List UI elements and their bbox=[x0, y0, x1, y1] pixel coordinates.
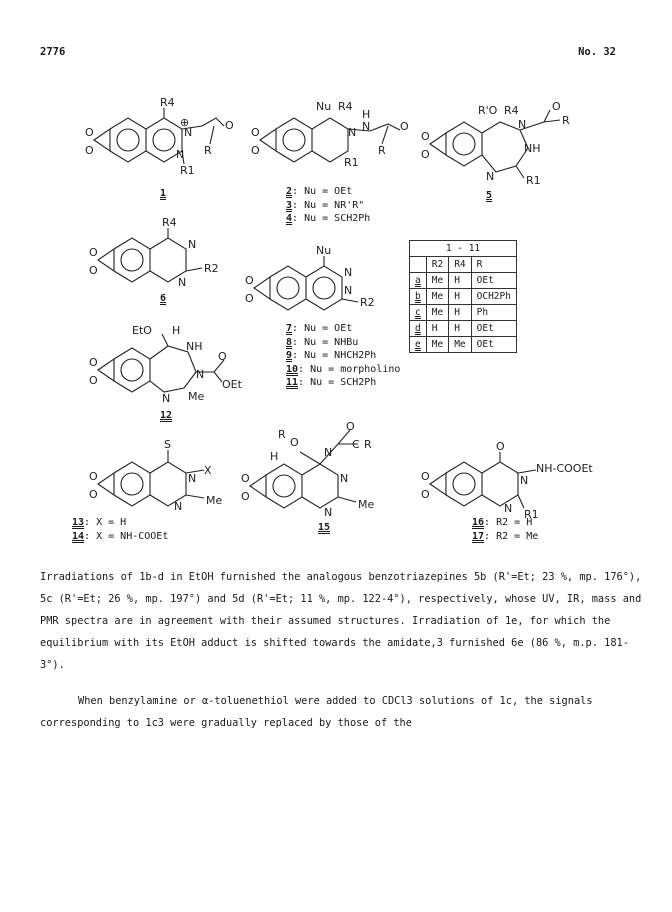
o-label: O bbox=[241, 490, 250, 503]
r-label: R bbox=[364, 438, 372, 451]
o-label: O bbox=[89, 374, 98, 387]
label-compound-6: 6 bbox=[160, 293, 167, 304]
compound-9-line: 9: Nu = NHCH2Ph bbox=[286, 350, 377, 361]
o-label: O bbox=[421, 148, 430, 161]
structure-compound-13-14 bbox=[88, 436, 238, 516]
o-label: O bbox=[346, 420, 355, 433]
c-label: C bbox=[352, 438, 360, 451]
compound-11-line: 11: Nu = SCH2Ph bbox=[286, 377, 377, 388]
o-label: O bbox=[251, 144, 260, 157]
n-label: N bbox=[340, 472, 349, 485]
n-label: N bbox=[348, 126, 357, 139]
o-label: O bbox=[290, 436, 299, 449]
o-label: O bbox=[225, 119, 234, 132]
compound-17-line: 17: R2 = Me bbox=[472, 530, 539, 542]
n-label: N bbox=[174, 500, 183, 513]
body-text bbox=[40, 566, 646, 734]
table-header: R4 bbox=[449, 257, 471, 273]
eto-label: EtO bbox=[132, 324, 152, 337]
oet-label: OEt bbox=[222, 378, 242, 391]
structure-compound-12 bbox=[88, 320, 248, 412]
compound-8-line: 8: Nu = NHBu bbox=[286, 336, 359, 348]
ro-label: R'O bbox=[478, 104, 498, 117]
n-label: N bbox=[518, 118, 527, 131]
n-label: N bbox=[504, 502, 513, 515]
h-label: H bbox=[172, 324, 181, 337]
h-label: H bbox=[270, 450, 279, 463]
s-label: S bbox=[164, 438, 171, 451]
me-label: Me bbox=[206, 494, 223, 507]
compound-3-line: 3: Nu = NR'R" bbox=[286, 199, 365, 211]
compound-list-2-4 bbox=[286, 185, 370, 226]
paragraph-benzylamine: When benzylamine or α-toluenethiol were added to CDCl3 solutions of 1c, the signals corresponding to 1c3 were gradually replaced by those of the bbox=[40, 695, 593, 729]
n-label: N bbox=[162, 392, 171, 405]
compound-16-line: 16: R2 = H bbox=[472, 517, 533, 528]
h-label: H bbox=[362, 108, 371, 121]
n-label: N bbox=[486, 170, 495, 183]
table-row: e Me Me OEt bbox=[410, 337, 517, 353]
compound-list-7-11 bbox=[286, 322, 400, 390]
table-header: R2 bbox=[426, 257, 448, 273]
n-label: N bbox=[178, 276, 187, 289]
o-label: O bbox=[552, 100, 561, 113]
n-label: N bbox=[196, 368, 205, 381]
o-label: O bbox=[89, 356, 98, 369]
structure-compound-1 bbox=[84, 96, 244, 186]
paragraph-irradiations: Irradiations of 1b-d in EtOH furnished the analogous benzotriazepines 5b (R'=Et; 23 %, mp. 176°), 5c (R'=Et; 26 %, mp. 197°) and 5d (R'=Et; 11 %, mp. 122-4°), respectively, whose UV, IR, mass and PMR spectra are in agreement with their assumed structures. Irradiation of 1e, for which the equilibrium with its EtOH adduct is shifted towards the amidate,3 furnished 6e (86 %, m.p. 181-3°). bbox=[40, 571, 642, 671]
nh-label: NH bbox=[524, 142, 541, 155]
o-label: O bbox=[89, 470, 98, 483]
table-header-row bbox=[410, 257, 517, 273]
compound-2-line: 2: Nu = OEt bbox=[286, 186, 353, 197]
table-row: c Me H Ph bbox=[410, 305, 517, 321]
o-label: O bbox=[89, 264, 98, 277]
label-compound-5: 5 bbox=[486, 190, 493, 201]
table-row: a Me H OEt bbox=[410, 273, 517, 289]
n-label: N bbox=[344, 284, 353, 297]
n-label: N bbox=[324, 506, 333, 519]
me-label: Me bbox=[188, 390, 205, 403]
r4-label: R4 bbox=[162, 216, 177, 229]
me-label: Me bbox=[358, 498, 375, 511]
table-title: 1 - 11 bbox=[410, 241, 517, 257]
o-label: O bbox=[245, 274, 254, 287]
table-header: R bbox=[471, 257, 516, 273]
compound-10-line: 10: Nu = morpholino bbox=[286, 363, 401, 375]
r4-label: R4 bbox=[504, 104, 519, 117]
compound-13-line: 13: X = H bbox=[72, 517, 127, 528]
r1-label: R1 bbox=[344, 156, 359, 169]
o-label: O bbox=[89, 488, 98, 501]
structure-compound-5 bbox=[420, 100, 590, 190]
label-compound-12: 12 bbox=[160, 410, 173, 421]
structure-compound-2-4 bbox=[250, 96, 410, 186]
o-label: O bbox=[421, 470, 430, 483]
plus-label: ⊕ bbox=[180, 116, 190, 129]
x-label: X bbox=[204, 464, 212, 477]
o-label: O bbox=[89, 246, 98, 259]
o-label: O bbox=[421, 130, 430, 143]
r1-label: R1 bbox=[180, 164, 195, 177]
substituent-table bbox=[409, 240, 517, 353]
o-label: O bbox=[251, 126, 260, 139]
compound-4-line: 4: Nu = SCH2Ph bbox=[286, 213, 371, 224]
o-label: O bbox=[496, 440, 505, 453]
label-compound-1: 1 bbox=[160, 188, 167, 199]
nhcooet-label: NH-COOEt bbox=[536, 462, 593, 475]
n-label: N bbox=[362, 120, 371, 133]
r2-label: R2 bbox=[204, 262, 219, 275]
structure-compound-7-11 bbox=[244, 244, 384, 324]
structure-compound-6 bbox=[88, 216, 228, 294]
table-row: b Me H OCH2Ph bbox=[410, 289, 517, 305]
o-label: O bbox=[245, 292, 254, 305]
r1-label: R1 bbox=[524, 508, 539, 521]
n-label: N bbox=[324, 446, 333, 459]
nh-label: NH bbox=[186, 340, 203, 353]
o-label: O bbox=[241, 472, 250, 485]
compound-14-line: 14: X = NH-COOEt bbox=[72, 530, 169, 542]
r4-label: R4 bbox=[160, 96, 175, 109]
n-label: N bbox=[188, 238, 197, 251]
structure-compound-16-17 bbox=[420, 440, 600, 520]
r-label: R bbox=[378, 144, 386, 157]
nu-label: Nu bbox=[316, 100, 332, 113]
r1-label: R1 bbox=[526, 174, 541, 187]
o-label: O bbox=[85, 144, 94, 157]
o-label: O bbox=[400, 120, 409, 133]
o-label: O bbox=[421, 488, 430, 501]
journal-number: No. 32 bbox=[578, 46, 616, 58]
table-header bbox=[410, 257, 427, 273]
r-label: R bbox=[204, 144, 212, 157]
n-label: N bbox=[176, 148, 185, 161]
n-label: N bbox=[344, 266, 353, 279]
o-label: O bbox=[218, 350, 227, 363]
compound-list-16-17 bbox=[472, 516, 538, 543]
page-number: 2776 bbox=[40, 46, 66, 58]
n-label: N bbox=[188, 472, 197, 485]
r4-label: R4 bbox=[338, 100, 353, 113]
o-label: O bbox=[85, 126, 94, 139]
r2-label: R2 bbox=[360, 296, 375, 309]
nu-label: Nu bbox=[316, 244, 332, 257]
compound-7-line: 7: Nu = OEt bbox=[286, 323, 353, 334]
label-compound-15: 15 bbox=[318, 522, 331, 533]
structure-compound-15 bbox=[240, 420, 410, 520]
r-label: R bbox=[562, 114, 570, 127]
n-label: N bbox=[520, 474, 529, 487]
r-label: R bbox=[278, 428, 286, 441]
n-label: N bbox=[184, 126, 193, 139]
compound-list-13-14 bbox=[72, 516, 168, 543]
table-row: d H H OEt bbox=[410, 321, 517, 337]
